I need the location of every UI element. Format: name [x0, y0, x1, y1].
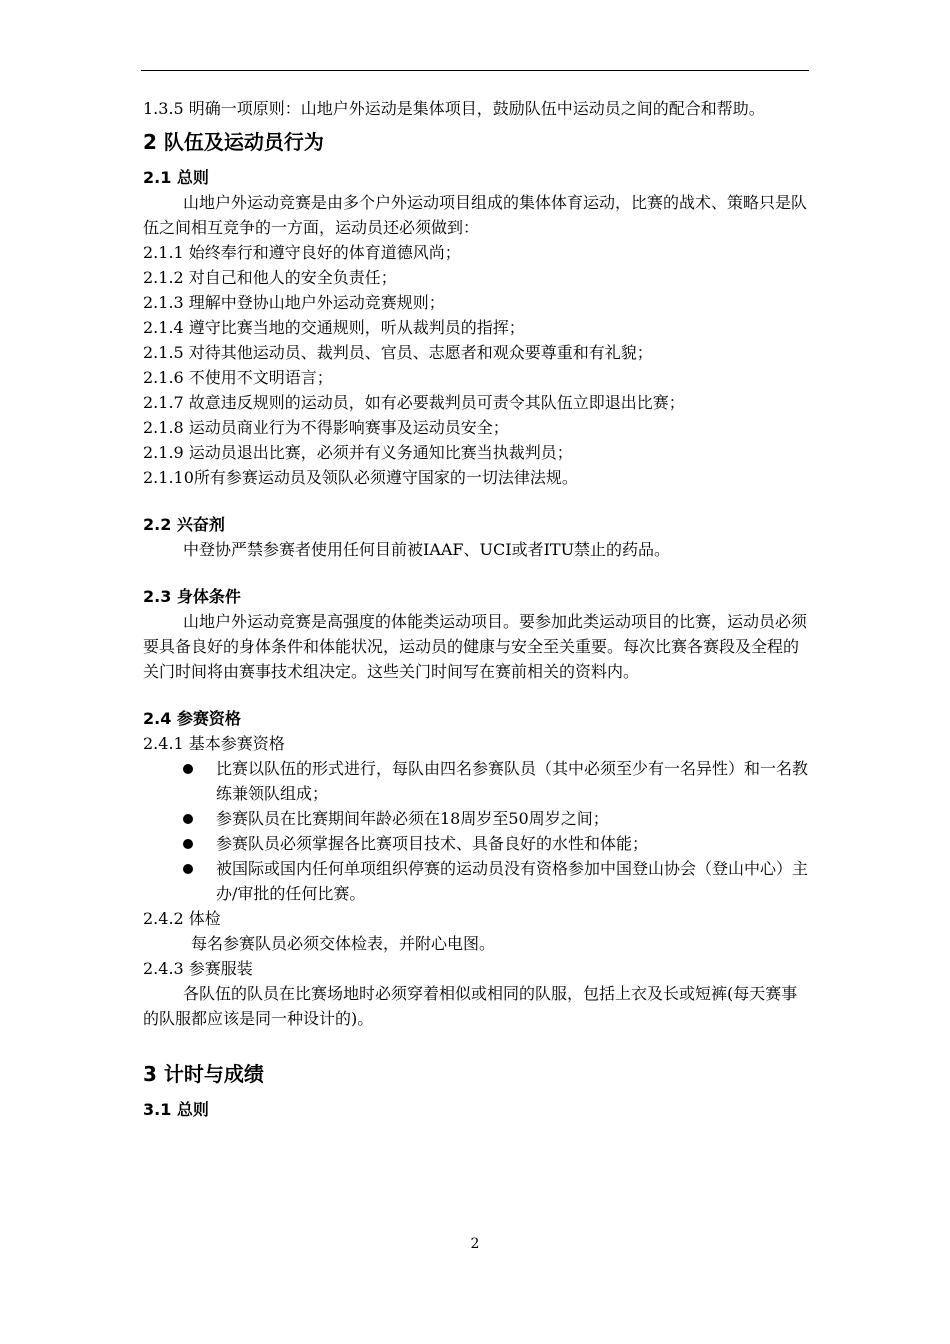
- clause-2-1-3: 2.1.3 理解中登协山地户外运动竞赛规则；: [143, 293, 445, 312]
- clause-1-3-5: 1.3.5 明确一项原则：山地户外运动是集体项目，鼓励队伍中运动员之间的配合和帮助。: [143, 99, 765, 118]
- bullet-icon: [183, 814, 193, 824]
- list-item: 比赛以队伍的形式进行，每队由四名参赛队员（其中必须至少有一名异性）和一名教练兼领队组成；: [143, 756, 809, 806]
- list-item: 被国际或国内任何单项组织停赛的运动员没有资格参加中国登山协会（登山中心）主办/审批的任何比赛。: [143, 856, 809, 906]
- heading-2-3: 2.3 身体条件: [143, 587, 241, 606]
- bullet-icon: [183, 764, 193, 774]
- clause-2-1-4: 2.1.4 遵守比赛当地的交通规则，听从裁判员的指挥；: [143, 318, 525, 337]
- list-item: 参赛队员必须掌握各比赛项目技术、具备良好的水性和体能；: [143, 831, 809, 856]
- header-rule: [141, 70, 809, 71]
- section-2-4-2-text: 每名参赛队员必须交体检表，并附心电图。: [191, 934, 496, 953]
- list-item: 参赛队员在比赛期间年龄必须在18周岁至50周岁之间；: [143, 806, 809, 831]
- section-2-2-text: 中登协严禁参赛者使用任何目前被IAAF、UCI或者ITU禁止的药品。: [183, 540, 671, 559]
- heading-2-4-2: 2.4.2 体检: [143, 909, 221, 928]
- heading-2-4-3: 2.4.3 参赛服装: [143, 959, 253, 978]
- heading-2-4: 2.4 参赛资格: [143, 709, 241, 728]
- clause-2-1-2: 2.1.2 对自己和他人的安全负责任；: [143, 268, 397, 287]
- section-2-4-3-text: 各队伍的队员在比赛场地时必须穿着相似或相同的队服，包括上衣及长或短裤(每天赛事的队服都应该是同一种设计的)。: [143, 984, 798, 1028]
- bullet-icon: [183, 864, 193, 874]
- clause-2-1-7: 2.1.7 故意违反规则的运动员，如有必要裁判员可责令其队伍立即退出比赛；: [143, 393, 685, 412]
- section-2-1-intro: 山地户外运动竞赛是由多个户外运动项目组成的集体体育运动，比赛的战术、策略只是队伍之间相互竞争的一方面，运动员还必须做到：: [143, 193, 808, 237]
- page-content: [143, 96, 809, 1122]
- clause-2-1-8: 2.1.8 运动员商业行为不得影响赛事及运动员安全；: [143, 418, 509, 437]
- bullet-icon: [183, 839, 193, 849]
- clause-2-1-1: 2.1.1 始终奉行和遵守良好的体育道德风尚；: [143, 243, 461, 262]
- page-number: 2: [470, 1236, 480, 1252]
- heading-2-1: 2.1 总则: [143, 168, 209, 187]
- clause-2-1-10: 2.1.10所有参赛运动员及领队必须遵守国家的一切法律法规。: [143, 468, 578, 487]
- eligibility-list: [143, 756, 809, 906]
- clause-2-1-5: 2.1.5 对待其他运动员、裁判员、官员、志愿者和观众要尊重和有礼貌；: [143, 343, 653, 362]
- clause-2-1-9: 2.1.9 运动员退出比赛，必须并有义务通知比赛当执裁判员；: [143, 443, 573, 462]
- heading-2: 2 队伍及运动员行为: [143, 130, 324, 154]
- clause-2-1-6: 2.1.6 不使用不文明语言；: [143, 368, 333, 387]
- heading-3: 3 计时与成绩: [143, 1062, 264, 1086]
- heading-2-2: 2.2 兴奋剂: [143, 515, 225, 534]
- heading-2-4-1: 2.4.1 基本参赛资格: [143, 734, 285, 753]
- heading-3-1: 3.1 总则: [143, 1100, 209, 1119]
- section-2-3-text: 山地户外运动竞赛是高强度的体能类运动项目。要参加此类运动项目的比赛，运动员必须要具备良好的身体条件和体能状况，运动员的健康与安全至关重要。每次比赛各赛段及全程的关门时间将由赛事技术组决定。这些关门时间写在赛前相关的资料内。: [143, 612, 808, 681]
